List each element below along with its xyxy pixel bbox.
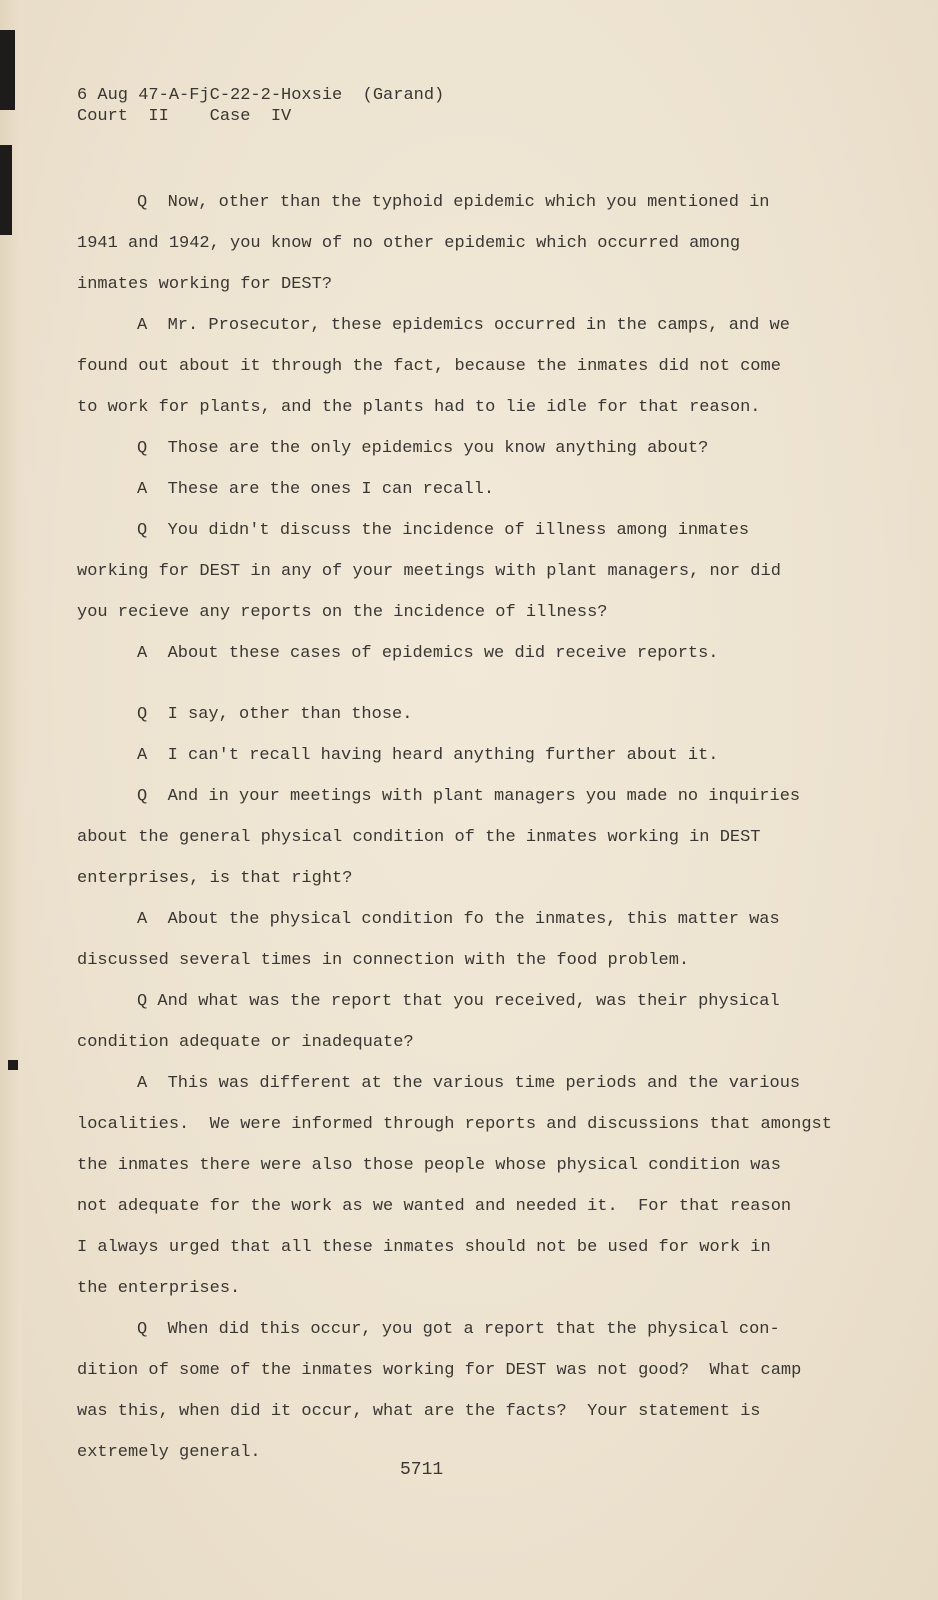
binding-mark — [0, 30, 15, 110]
transcript-line: A This was different at the various time periods and the various — [137, 1074, 801, 1093]
document-header — [77, 85, 444, 127]
transcript-line: was this, when did it occur, what are the facts? Your statement is — [77, 1402, 761, 1421]
transcript-line: I always urged that all these inmates should not be used for work in — [77, 1238, 771, 1257]
transcript-line: 1941 and 1942, you know of no other epidemic which occurred among — [77, 234, 741, 253]
transcript-line: the inmates there were also those people whose physical condition was — [77, 1156, 781, 1175]
page-number: 5711 — [400, 1460, 444, 1480]
transcript-line: Q Now, other than the typhoid epidemic which you mentioned in — [137, 193, 770, 212]
transcript-line: enterprises, is that right? — [77, 869, 353, 888]
transcript-line: you recieve any reports on the incidence of illness? — [77, 603, 608, 622]
paper-edge — [0, 0, 22, 1600]
transcript-line: A Mr. Prosecutor, these epidemics occurred in the camps, and we — [137, 316, 790, 335]
transcript-line: not adequate for the work as we wanted and needed it. For that reason — [77, 1197, 792, 1216]
transcript-line: working for DEST in any of your meetings with plant managers, nor did — [77, 562, 781, 581]
transcript-line: Q You didn't discuss the incidence of illness among inmates — [137, 521, 750, 540]
transcript-line: A These are the ones I can recall. — [137, 480, 495, 499]
transcript-line: A I can't recall having heard anything further about it. — [137, 746, 719, 765]
transcript-line: Q And in your meetings with plant managers you made no inquiries — [137, 787, 801, 806]
binding-mark — [8, 1060, 18, 1070]
transcript-line: Q When did this occur, you got a report that the physical con- — [137, 1320, 780, 1339]
paragraph-gap — [77, 674, 857, 694]
transcript-line: Q Those are the only epidemics you know anything about? — [137, 439, 709, 458]
transcript-line: Q And what was the report that you received, was their physical — [137, 992, 780, 1011]
transcript-body — [77, 182, 857, 1473]
transcript-line: A About the physical condition fo the inmates, this matter was — [137, 910, 780, 929]
transcript-line: found out about it through the fact, because the inmates did not come — [77, 357, 781, 376]
transcript-line: to work for plants, and the plants had to lie idle for that reason. — [77, 398, 761, 417]
transcript-line: extremely general. — [77, 1443, 261, 1462]
header-line-date: 6 Aug 47-A-FjC-22-2-Hoxsie (Garand) — [77, 86, 445, 105]
transcript-line: about the general physical condition of the inmates working in DEST — [77, 828, 761, 847]
transcript-line: inmates working for DEST? — [77, 275, 333, 294]
header-line-court: Court II Case IV — [77, 107, 292, 126]
transcript-line: discussed several times in connection with the food problem. — [77, 951, 690, 970]
transcript-line: A About these cases of epidemics we did receive reports. — [137, 644, 719, 663]
transcript-line: dition of some of the inmates working for DEST was not good? What camp — [77, 1361, 802, 1380]
transcript-line: the enterprises. — [77, 1279, 241, 1298]
binding-mark — [0, 145, 12, 235]
transcript-line: localities. We were informed through reports and discussions that amongst — [77, 1115, 832, 1134]
transcript-line: condition adequate or inadequate? — [77, 1033, 414, 1052]
transcript-line: Q I say, other than those. — [137, 705, 413, 724]
